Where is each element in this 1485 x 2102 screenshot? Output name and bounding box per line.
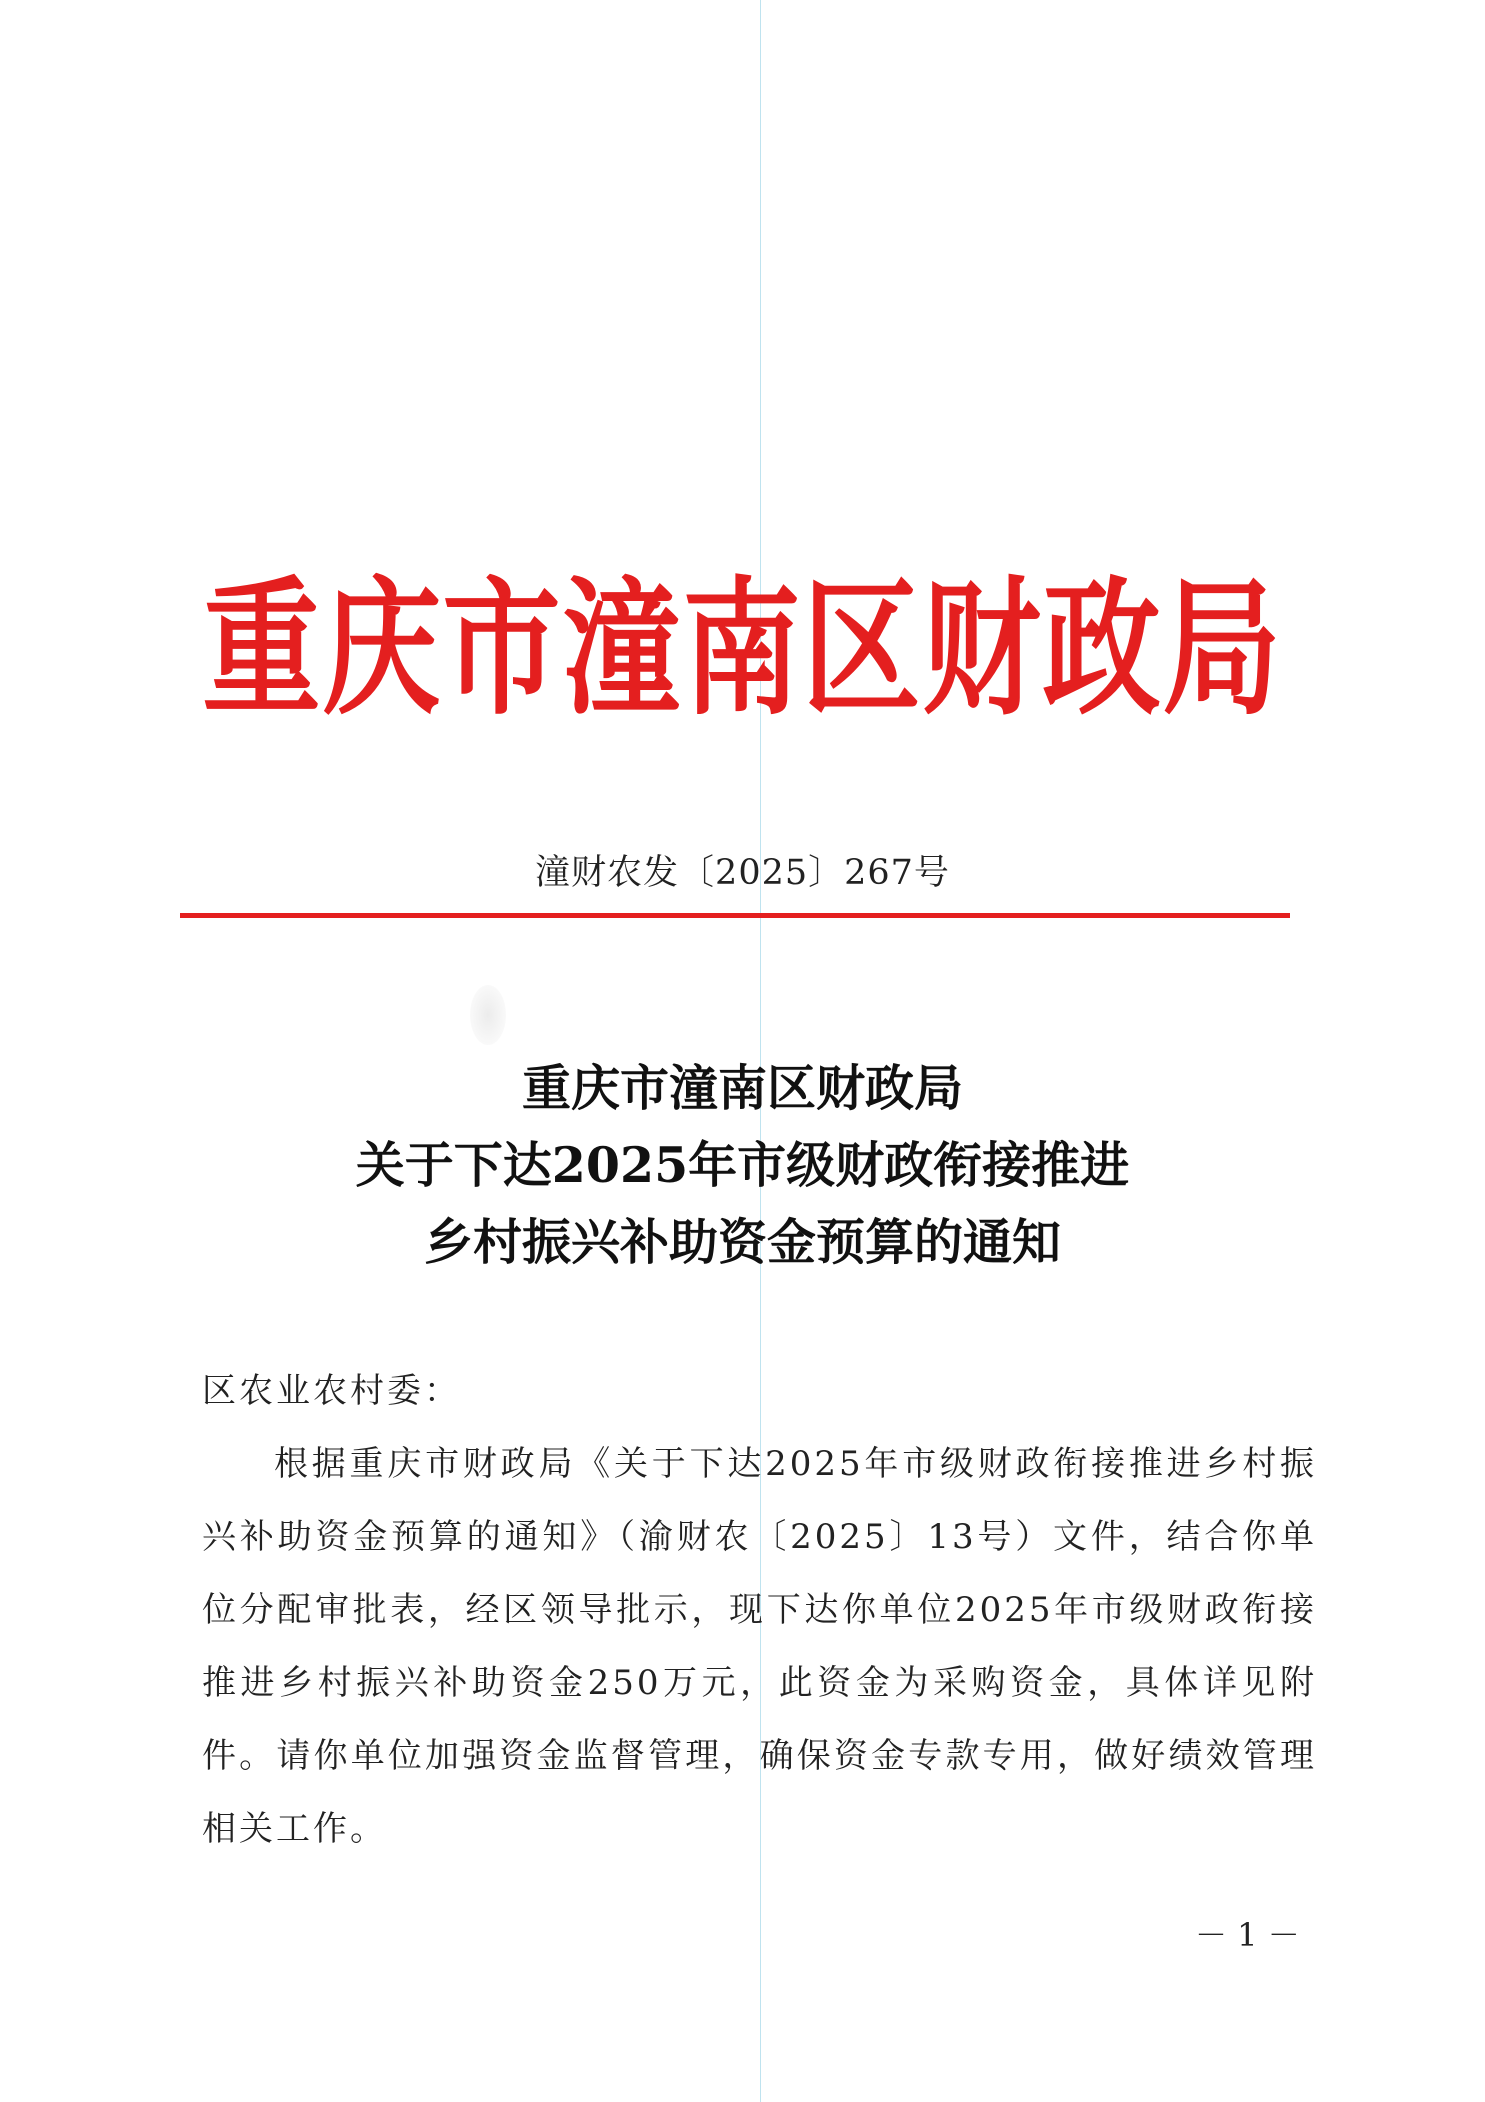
document-title [0,1050,1485,1281]
salutation: 区农业农村委： [202,1371,461,1411]
title-line-1: 重庆市潼南区财政局 [521,1059,963,1117]
scan-smudge [470,985,506,1045]
red-separator-line [180,913,1290,918]
body-paragraph: 根据重庆市财政局《关于下达2025年市级财政衔接推进乡村振兴补助资金预算的通知》（渝财农〔2025〕13号）文件，结合你单位分配审批表，经区领导批示，现下达你单位2025年市级财政衔接推进乡村振兴补助资金250万元，此资金为采购资金，具体详见附件。请你单位加强资金监督管理，确保资金专款专用，做好绩效管理相关工作。 [202,1444,1317,1849]
title-line-3: 乡村振兴补助资金预算的通知 [423,1213,1061,1271]
document-number: 潼财农发〔2025〕267号 [535,853,950,893]
document-body [202,1355,1317,1866]
title-line-2: 关于下达2025年市级财政衔接推进 [355,1136,1130,1194]
masthead-agency-name: 重庆市潼南区财政局 [202,562,1283,735]
page-number: － 1 － [1195,1916,1300,1954]
